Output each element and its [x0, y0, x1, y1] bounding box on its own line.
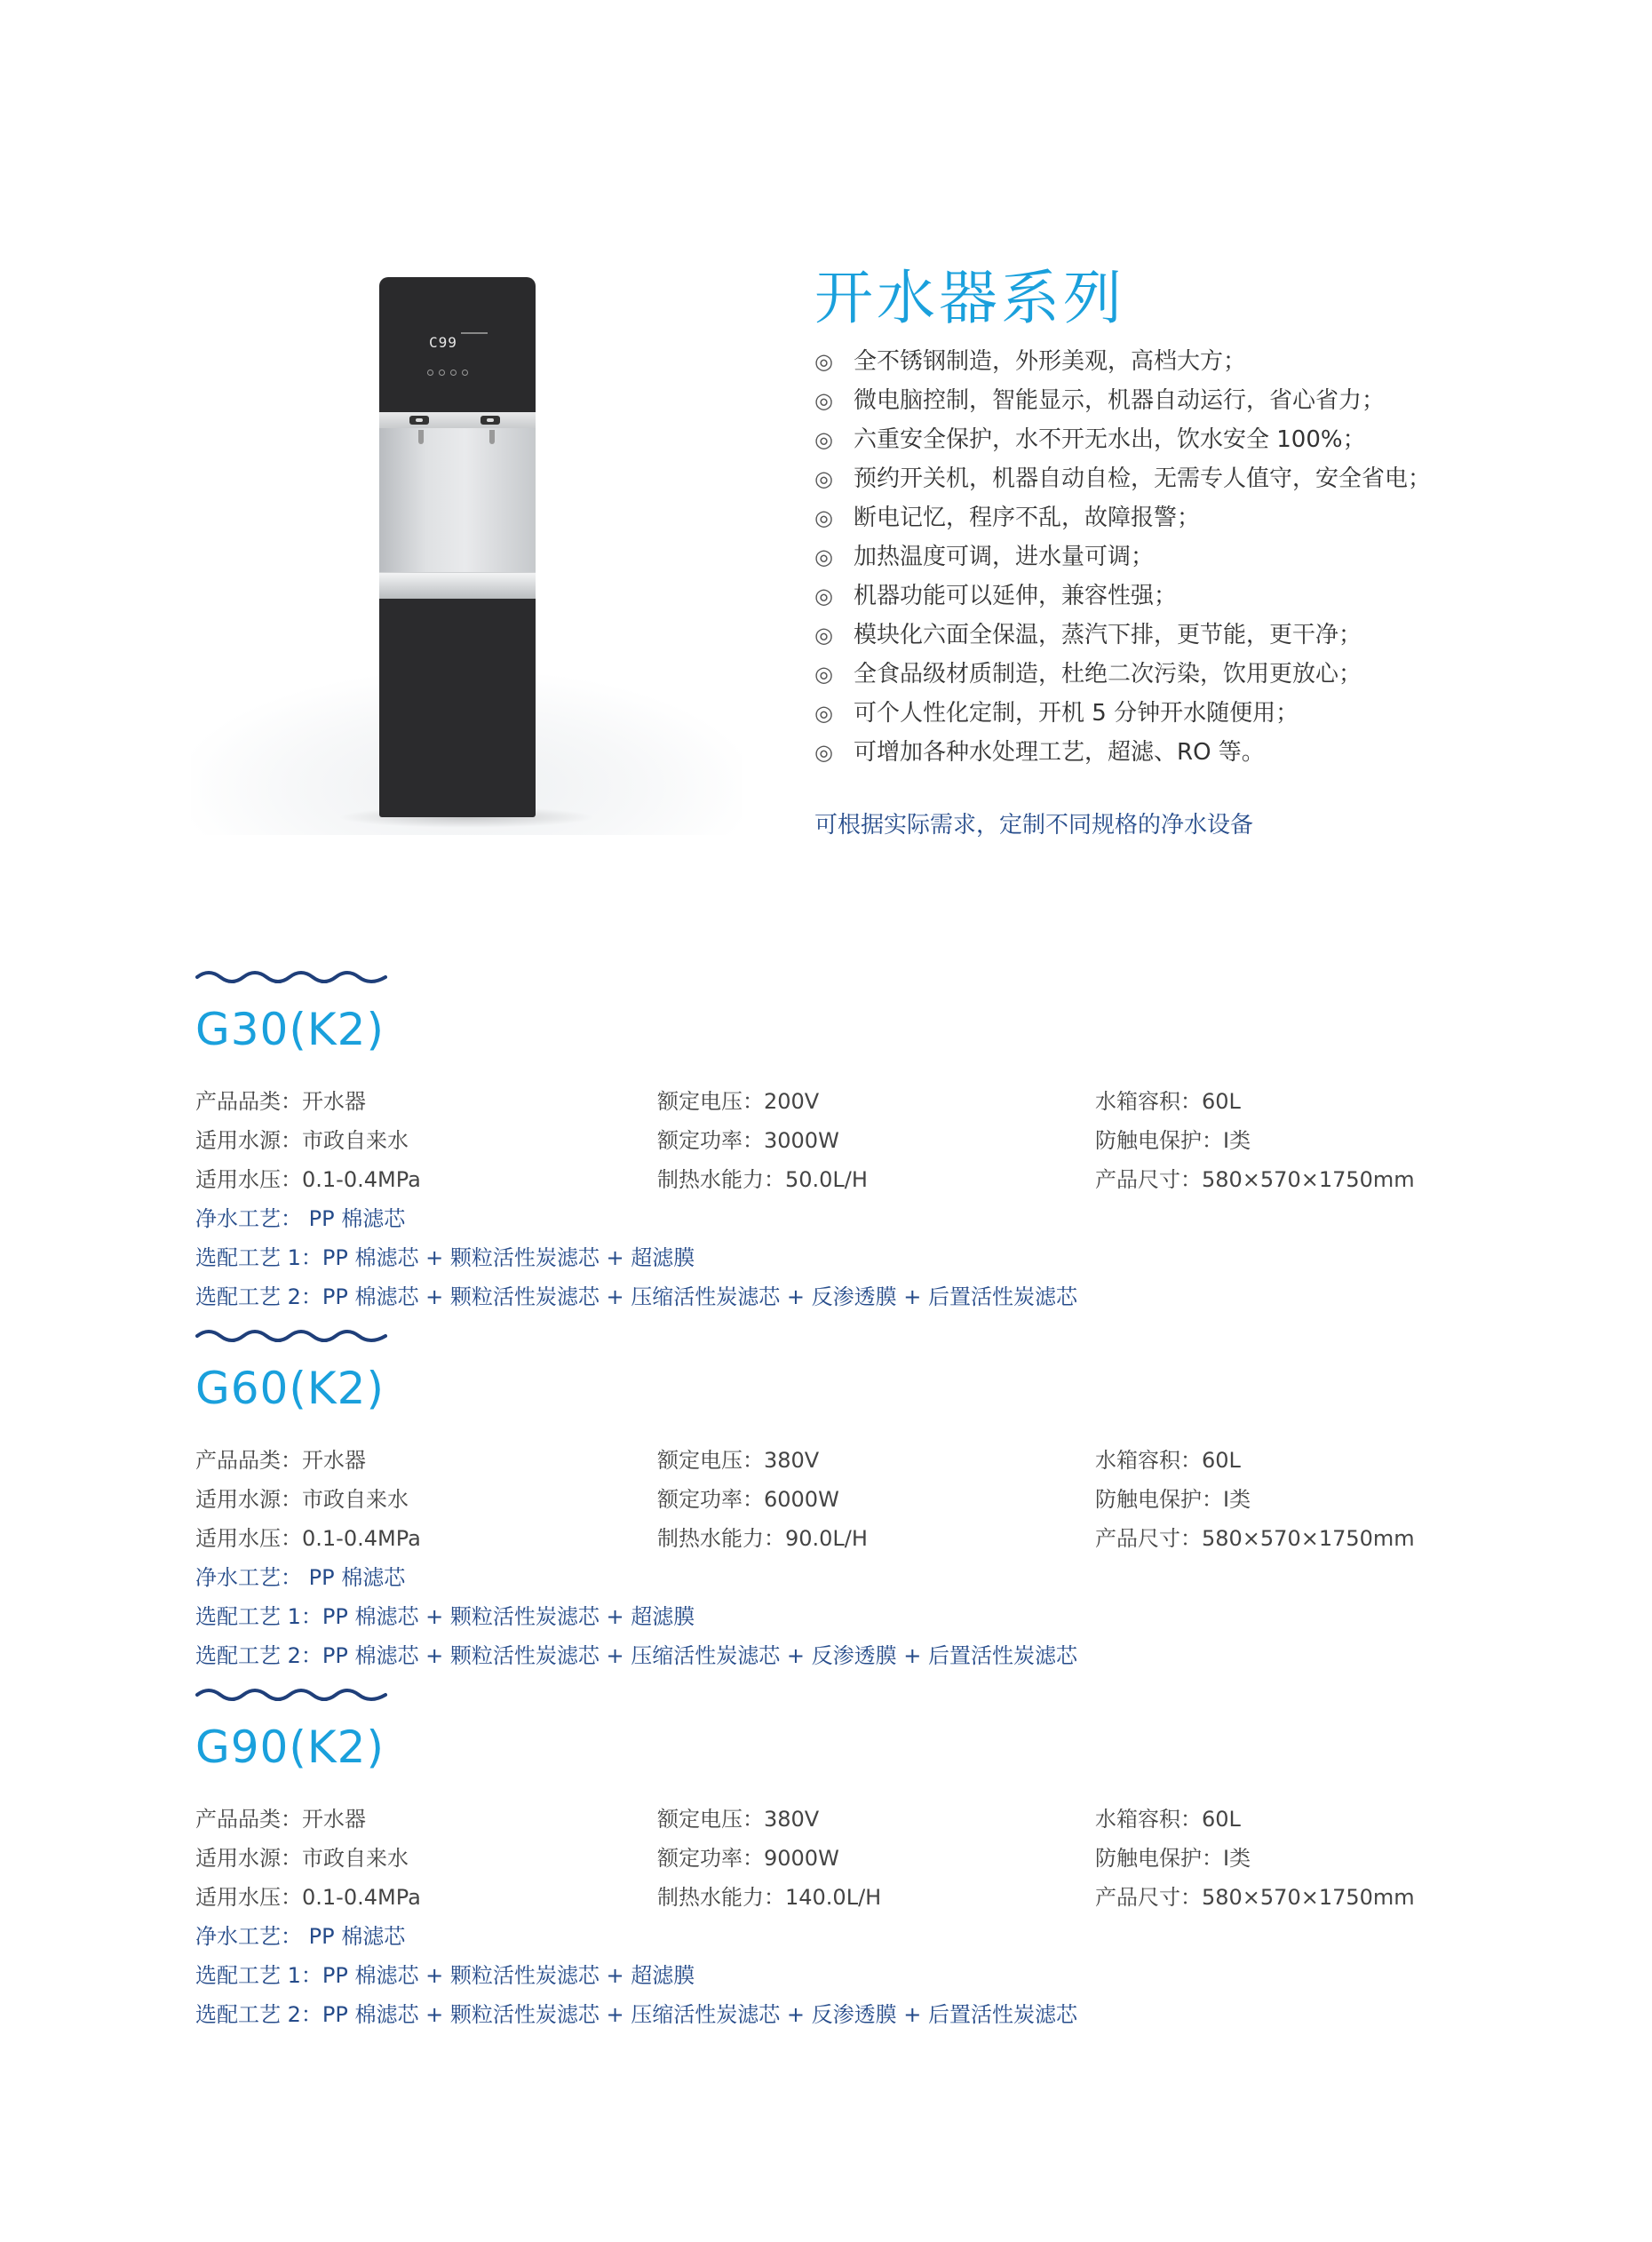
feature-text: 断电记忆，程序不乱，故障报警；	[854, 505, 1201, 531]
spec-water-pressure: 适用水压：0.1-0.4MPa	[195, 1167, 421, 1192]
feature-item	[814, 420, 1431, 459]
machine-display-number: C99	[429, 334, 457, 351]
feature-item	[814, 694, 1431, 733]
bullet-icon: ◎	[814, 623, 833, 648]
spec-water-pressure: 适用水压：0.1-0.4MPa	[195, 1885, 421, 1910]
machine-recess	[379, 428, 536, 572]
spec-power: 额定功率：3000W	[657, 1128, 839, 1153]
machine-nozzle-left	[418, 430, 424, 444]
feature-text: 预约开关机，机器自动自检，无需专人值守，安全省电；	[854, 465, 1432, 492]
bullet-icon: ◎	[814, 584, 833, 608]
spec-voltage: 额定电压：380V	[657, 1448, 820, 1473]
wave-divider-icon	[195, 1684, 387, 1702]
feature-item	[814, 459, 1431, 498]
feature-text: 全食品级材质制造，杜绝二次污染，饮用更放心；	[854, 661, 1362, 688]
bullet-icon: ◎	[814, 466, 833, 491]
optional-process-2: 选配工艺 2：PP 棉滤芯 + 颗粒活性炭滤芯 + 压缩活性炭滤芯 + 反渗透膜 + 后置活性炭滤芯	[195, 2002, 1077, 2027]
machine-tap-right	[481, 416, 500, 425]
spec-power: 额定功率：9000W	[657, 1846, 839, 1871]
purification-process: 净水工艺： PP 棉滤芯	[195, 1565, 406, 1590]
feature-text: 机器功能可以延伸，兼容性强；	[854, 583, 1178, 609]
model-section-g90	[195, 1684, 1528, 2039]
model-name: G90(K2)	[195, 1721, 385, 1773]
series-title: 开水器系列	[814, 264, 1125, 332]
spec-heating: 制热水能力：90.0L/H	[657, 1526, 868, 1551]
spec-voltage: 额定电压：380V	[657, 1807, 820, 1832]
bullet-icon: ◎	[814, 701, 833, 726]
machine-drip-tray	[379, 572, 536, 600]
spec-shock-protection: 防触电保护：Ⅰ类	[1095, 1487, 1251, 1512]
machine-tap-left	[409, 416, 429, 425]
wave-divider-icon	[195, 1325, 387, 1343]
spec-category: 产品品类：开水器	[195, 1448, 366, 1473]
model-section-g60	[195, 1325, 1528, 1681]
feature-item	[814, 733, 1431, 772]
machine-display	[429, 329, 491, 354]
purification-process: 净水工艺： PP 棉滤芯	[195, 1924, 406, 1949]
spec-power: 额定功率：6000W	[657, 1487, 839, 1512]
machine-button-icon	[439, 370, 445, 376]
optional-process-1: 选配工艺 1：PP 棉滤芯 + 颗粒活性炭滤芯 + 超滤膜	[195, 1963, 695, 1988]
machine-control-panel	[379, 277, 536, 412]
spec-heating: 制热水能力：140.0L/H	[657, 1885, 882, 1910]
feature-text: 微电脑控制，智能显示，机器自动运行，省心省力；	[854, 387, 1386, 414]
feature-item	[814, 576, 1431, 616]
bullet-icon: ◎	[814, 427, 833, 452]
optional-process-2: 选配工艺 2：PP 棉滤芯 + 颗粒活性炭滤芯 + 压缩活性炭滤芯 + 反渗透膜 + 后置活性炭滤芯	[195, 1284, 1077, 1309]
feature-text: 可增加各种水处理工艺，超滤、RO 等。	[854, 739, 1265, 766]
model-name: G30(K2)	[195, 1004, 385, 1055]
feature-item	[814, 498, 1431, 537]
spec-size: 产品尺寸：580×570×1750mm	[1095, 1167, 1415, 1192]
optional-process-1: 选配工艺 1：PP 棉滤芯 + 颗粒活性炭滤芯 + 超滤膜	[195, 1245, 695, 1270]
machine-button-icon	[462, 370, 468, 376]
wave-divider-icon	[195, 966, 387, 984]
product-image	[191, 266, 742, 835]
model-name: G60(K2)	[195, 1363, 385, 1414]
spec-tank: 水箱容积：60L	[1095, 1448, 1241, 1473]
machine-button-icon	[427, 370, 433, 376]
spec-water-source: 适用水源：市政自来水	[195, 1487, 409, 1512]
feature-item	[814, 342, 1431, 381]
machine-button-icon	[450, 370, 457, 376]
custom-note: 可根据实际需求，定制不同规格的净水设备	[814, 812, 1254, 839]
bullet-icon: ◎	[814, 662, 833, 687]
bullet-icon: ◎	[814, 740, 833, 765]
purification-process: 净水工艺： PP 棉滤芯	[195, 1206, 406, 1231]
spec-size: 产品尺寸：580×570×1750mm	[1095, 1885, 1415, 1910]
spec-tank: 水箱容积：60L	[1095, 1089, 1241, 1114]
machine-nozzle-right	[489, 430, 495, 444]
feature-item	[814, 381, 1431, 420]
spec-category: 产品品类：开水器	[195, 1089, 366, 1114]
spec-water-pressure: 适用水压：0.1-0.4MPa	[195, 1526, 421, 1551]
spec-category: 产品品类：开水器	[195, 1807, 366, 1832]
water-boiler-machine	[379, 277, 536, 817]
bullet-icon: ◎	[814, 388, 833, 413]
feature-item	[814, 655, 1431, 694]
spec-shock-protection: 防触电保护：Ⅰ类	[1095, 1128, 1251, 1153]
feature-text: 六重安全保护，水不开无水出，饮水安全 100%；	[854, 426, 1366, 453]
optional-process-2: 选配工艺 2：PP 棉滤芯 + 颗粒活性炭滤芯 + 压缩活性炭滤芯 + 反渗透膜 + 后置活性炭滤芯	[195, 1643, 1077, 1668]
feature-text: 模块化六面全保温，蒸汽下排，更节能，更干净；	[854, 622, 1362, 648]
feature-text: 加热温度可调，进水量可调；	[854, 544, 1155, 570]
feature-item	[814, 616, 1431, 655]
machine-cabinet	[379, 599, 536, 817]
optional-process-1: 选配工艺 1：PP 棉滤芯 + 颗粒活性炭滤芯 + 超滤膜	[195, 1604, 695, 1629]
machine-display-bar	[461, 332, 488, 334]
spec-water-source: 适用水源：市政自来水	[195, 1128, 409, 1153]
bullet-icon: ◎	[814, 349, 833, 374]
spec-size: 产品尺寸：580×570×1750mm	[1095, 1526, 1415, 1551]
machine-tap-strip	[379, 412, 536, 428]
bullet-icon: ◎	[814, 505, 833, 530]
feature-list	[814, 342, 1431, 772]
bullet-icon: ◎	[814, 545, 833, 569]
feature-text: 可个人性化定制，开机 5 分钟开水随便用；	[854, 700, 1299, 727]
feature-text: 全不锈钢制造，外形美观，高档大方；	[854, 348, 1247, 375]
machine-buttons	[427, 362, 489, 370]
spec-voltage: 额定电压：200V	[657, 1089, 820, 1114]
spec-shock-protection: 防触电保护：Ⅰ类	[1095, 1846, 1251, 1871]
spec-water-source: 适用水源：市政自来水	[195, 1846, 409, 1871]
feature-item	[814, 537, 1431, 576]
spec-tank: 水箱容积：60L	[1095, 1807, 1241, 1832]
spec-heating: 制热水能力：50.0L/H	[657, 1167, 868, 1192]
model-section-g30	[195, 966, 1528, 1322]
